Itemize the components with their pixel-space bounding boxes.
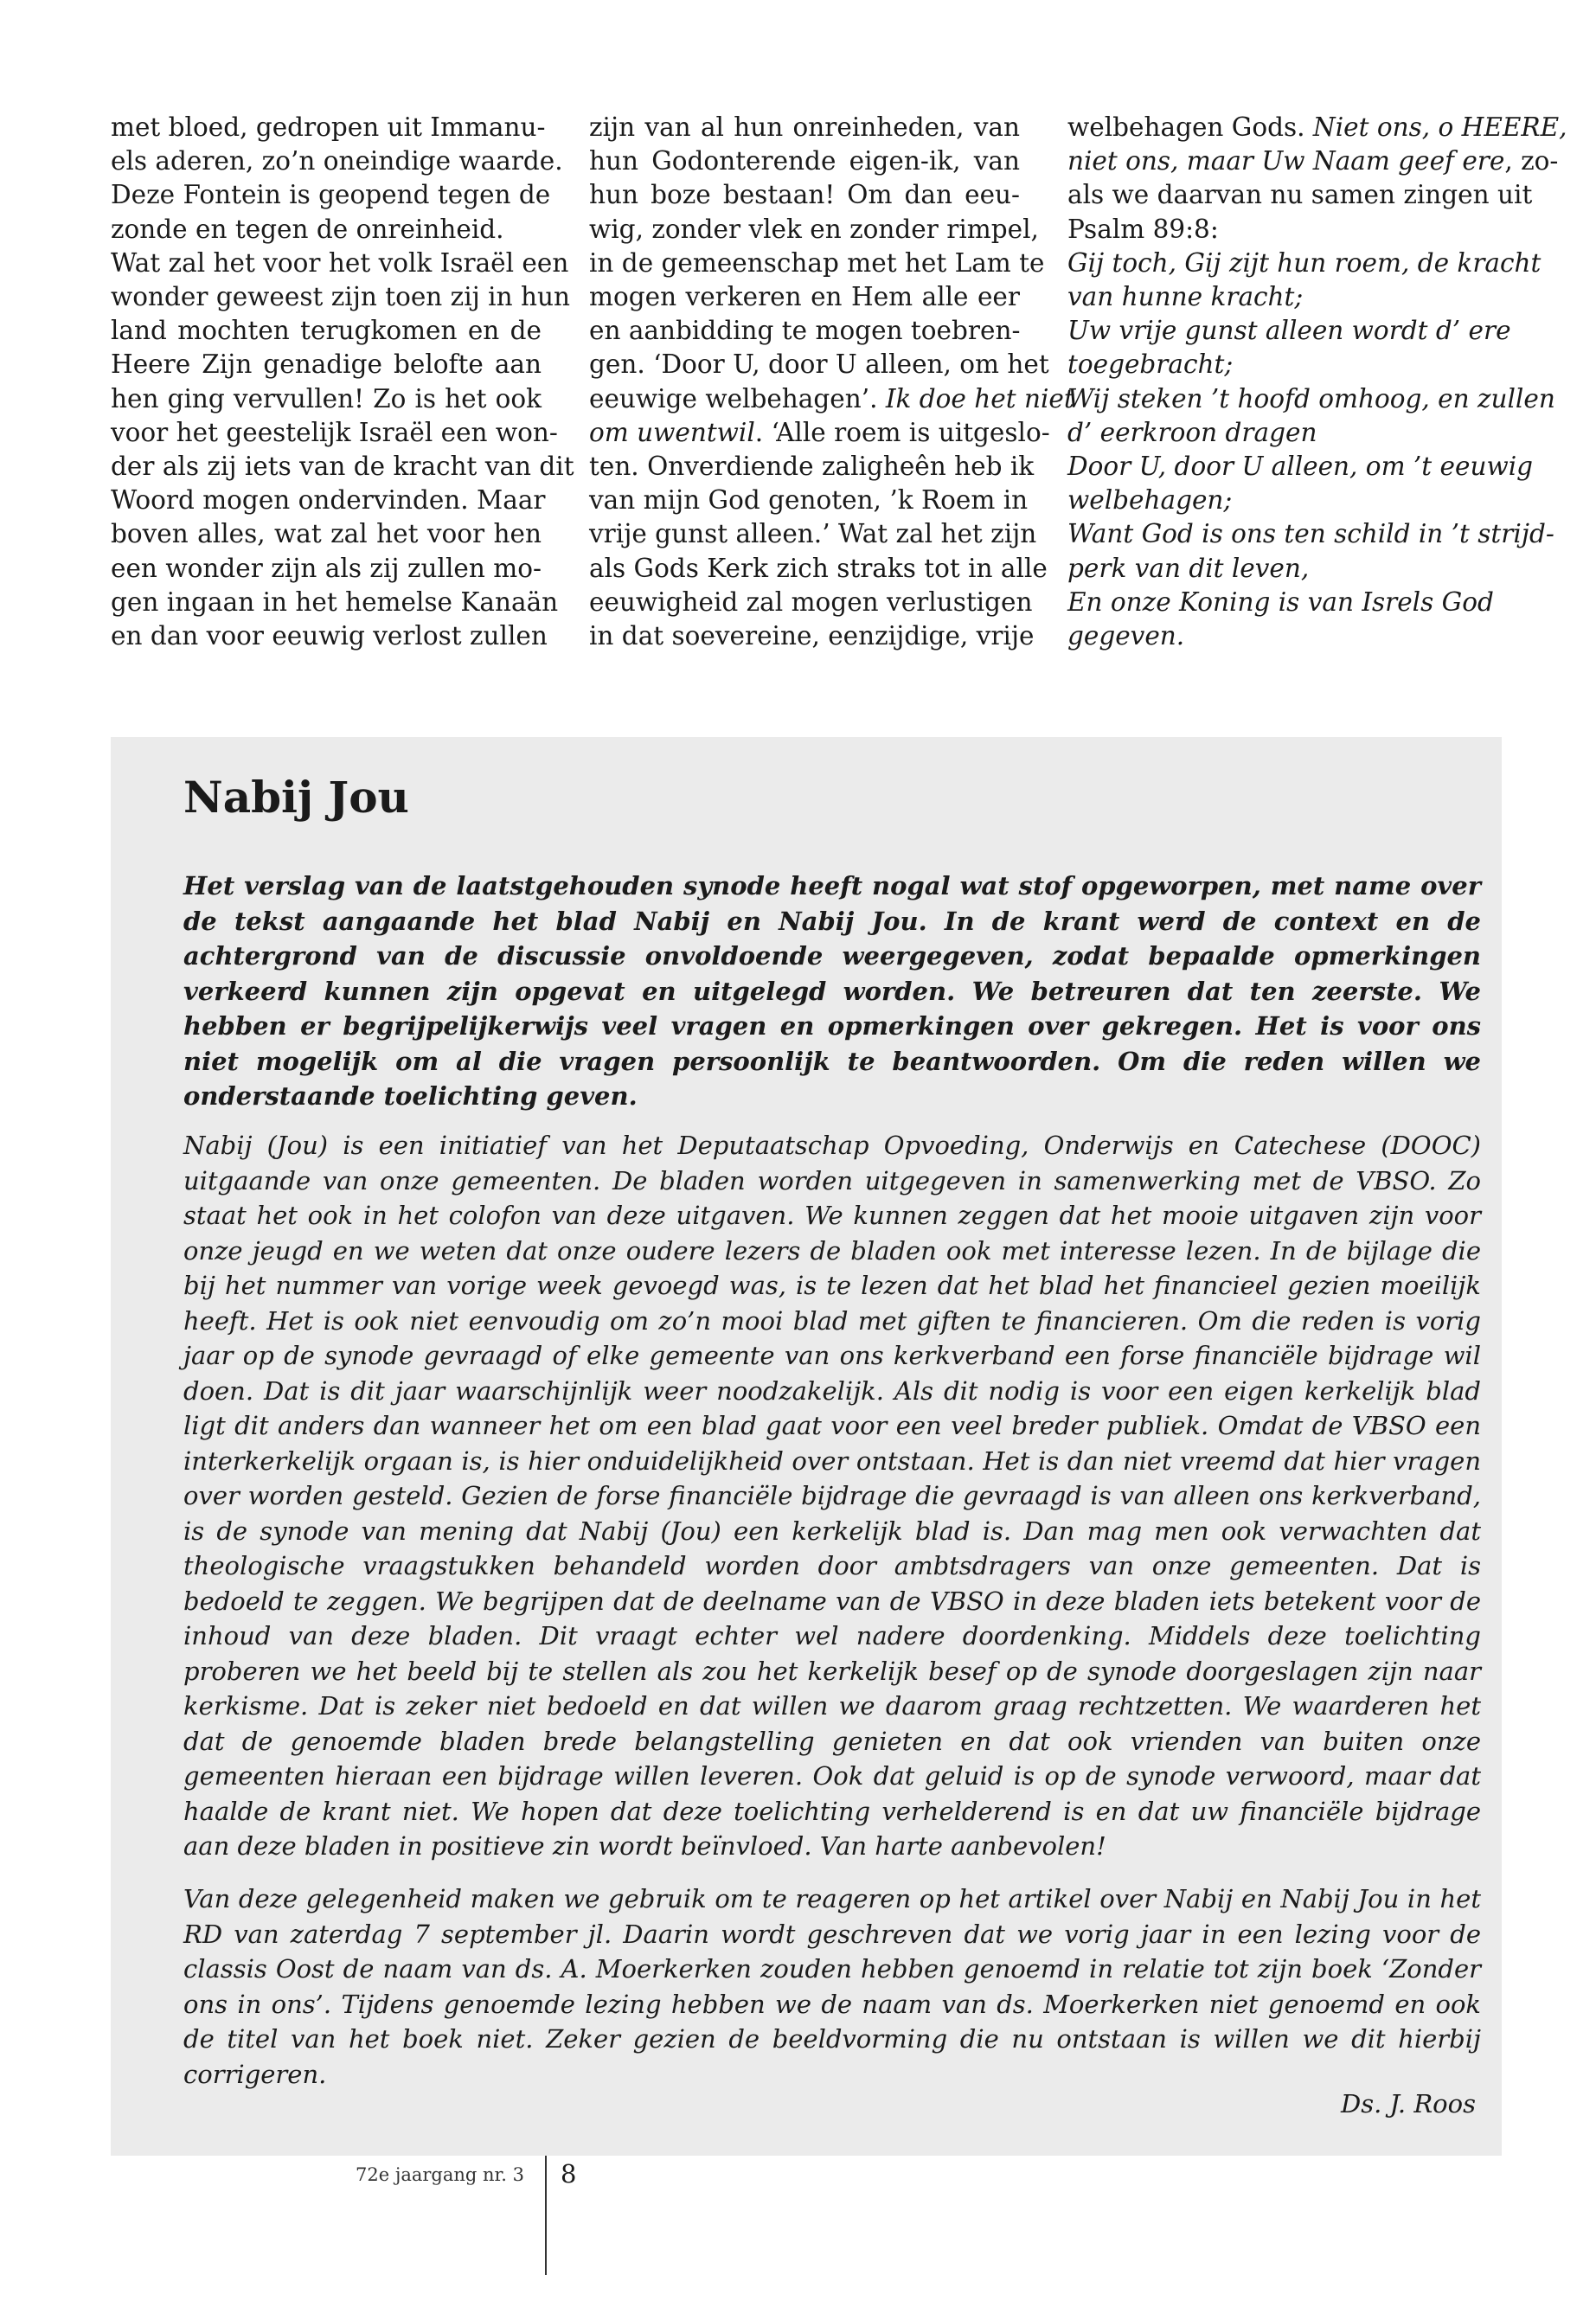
text-line [589, 382, 1074, 416]
notice-intro: Het verslag van de laatstgehouden synode heeft nogal wat stof opgeworpen, met name over de tekst aangaande het blad Nabij en Nabij Jou. In de krant werd de context en de achtergrond van de discussie onvoldoende weergegeven, zodat bepaalde opmerkingen verkeerd kunnen zijn opgevat en uitgelegd worden. We betreuren dat ten zeerste. We hebben er begrijpelijkerwijs veel vragen en opmerkingen over gekregen. Het is voor ons niet mogelijk om al die vragen persoonlijk te beantwoorden. Om die reden willen we onderstaande toelichting geven. [183, 871, 1481, 1111]
text-line: en dan voor eeuwig verlost zullen [111, 621, 548, 651]
text-line: Deze Fontein is geopend tegen de [111, 180, 551, 210]
verse-line: perk van dit leven, [1067, 553, 1310, 583]
text-line: en aanbidding te mogen toebren- [589, 316, 1021, 346]
text-line [1067, 144, 1559, 178]
text-run: , zo- [1504, 146, 1559, 176]
notice-paragraph: Van deze gelegenheid maken we gebruik om te reageren op het artikel over Nabij en Nabij Jou in het RD van zaterdag 7 september jl. Daarin wordt geschreven dat we vorig jaar in een lezing voor de classis Oost de naam van ds. A. Moerkerken zouden hebben genoemd in relatie tot zijn boek ‘Zonder ons in ons’. Tijdens genoemde lezing hebben we de naam van ds. Moerkerken niet genoemd en ook de titel van het boek niet. Zeker gezien de beeldvorming die nu ontstaan is willen we dit hierbij corrigeren. [183, 1884, 1481, 2089]
notice-box [111, 737, 1502, 2156]
verse-line: gegeven. [1067, 621, 1185, 651]
verse-line: Uw vrije gunst alleen wordt d’ ere [1067, 316, 1511, 346]
text-line [1067, 111, 1567, 144]
verse-line: toegebracht; [1067, 349, 1234, 380]
notice-paragraph: Nabij (Jou) is een initiatief van het Deputaatschap Opvoeding, Onderwijs en Catechese (DOOC) uitgaande van onze gemeenten. De bladen worden uitgegeven in samenwerking met de VBSO. Zo staat het ook in het colofon van deze uitgaven. We kunnen zeggen dat het mooie uitgaven zijn voor onze jeugd en we weten dat onze oudere lezers de bladen ook met interesse lezen. In de bijlage die bij het nummer van vorige week gevoegd was, is te lezen dat het blad het financieel gezien moeilijk heeft. Het is ook niet eenvoudig om zo’n mooi blad met giften te financieren. Om die reden is vorig jaar op de synode gevraagd of elke gemeente van ons kerkverband een forse financiële bijdrage wil doen. Dat is dit jaar waarschijnlijk weer noodzakelijk. Als dit nodig is voor een eigen kerkelijk blad ligt dit anders dan wanneer het om een blad gaat voor een veel breder publiek. Omdat de VBSO een interkerkelijk orgaan is, is hier onduidelijkheid over ontstaan. Het is dan niet vreemd dat hier vragen over worden gesteld. Gezien de forse financiële bijdrage die gevraagd is van alleen ons kerkverband, is de synode van mening dat Nabij (Jou) een kerkelijk blad is. Dan mag men ook verwachten dat theologische vraagstukken behandeld worden door ambtsdragers van onze gemeenten. Dat is bedoeld te zeggen. We begrijpen dat de deelname van de VBSO in deze bladen iets betekent voor de inhoud van deze bladen. Dit vraagt echter wel nadere doordenking. Middels deze toelichting proberen we het beeld bij te stellen als zou het kerkelijk besef op de synode doorgeslagen zijn naar kerkisme. Dat is zeker niet bedoeld en dat willen we daarom graag rechtzetten. We waarderen het dat de genoemde bladen brede belangstelling genieten en dat ook vrienden van buiten onze gemeenten hieraan een bijdrage willen leveren. Ook dat geluid is op de synode verwoord, maar dat haalde de krant niet. We hopen dat deze toelichting verhelderend is en dat uw financiële bijdrage aan deze bladen in positieve zin wordt beïnvloed. Van harte aanbevolen! [183, 1131, 1481, 1861]
text-line: voor het geestelijk Israël een won- [111, 417, 558, 447]
notice-signature: Ds. J. Roos [1340, 2089, 1476, 2118]
text-line: boven alles, wat zal het voor hen [111, 519, 542, 549]
text-line: zonde en tegen de onreinheid. [111, 214, 504, 244]
text-line: in dat soevereine, eenzijdige, vrije [589, 621, 1035, 651]
text-line: als Gods Kerk zich straks tot in alle [589, 553, 1048, 583]
text-line: ten. Onverdiende zaligheên heb ik [589, 452, 1035, 482]
verse-line: van hunne kracht; [1067, 282, 1304, 312]
footer-divider [545, 2156, 547, 2275]
text-line: hun boze bestaan! Om dan eeu- [589, 180, 1020, 210]
text-line: wig, zonder vlek en zonder rimpel, [589, 214, 1039, 244]
text-line: een wonder zijn als zij zullen mo- [111, 553, 542, 583]
text-line: gen ingaan in het hemelse Kanaän [111, 586, 559, 617]
text-line: zijn van al hun onreinheden, van [589, 112, 1020, 142]
verse-line: d’ eerkroon dragen [1067, 417, 1317, 447]
italic-run: Niet ons, o HEERE, [1312, 112, 1567, 142]
column-1 [111, 111, 574, 653]
verse-line: Wij steken ’t hoofd omhoog, en zullen [1067, 383, 1555, 413]
verse-line: welbehagen; [1067, 485, 1233, 516]
text-line: der als zij iets van de kracht van dit [111, 452, 574, 482]
text-run: eeuwige welbehagen’. [589, 383, 886, 413]
italic-run: Ik doe het niet [885, 383, 1074, 413]
verse-line: Want God is ons ten schild in ’t strijd- [1067, 519, 1554, 549]
text-run: . ‘Alle roem is uitgeslo- [754, 417, 1050, 447]
italic-run: niet ons, maar Uw Naam geef ere [1067, 146, 1505, 176]
column-2 [589, 111, 1074, 653]
text-line: gen. ‘Door U, door U alleen, om het [589, 349, 1049, 380]
issue-label: 72e jaargang nr. 3 [356, 2164, 524, 2185]
text-line: wonder geweest zijn toen zij in hun [111, 282, 570, 312]
text-line [589, 416, 1050, 450]
text-run: welbehagen Gods. [1067, 112, 1313, 142]
text-line: Woord mogen ondervinden. Maar [111, 485, 546, 516]
verse-line: En onze Koning is van Isrels God [1067, 586, 1494, 617]
verse-line: Gij toch, Gij zijt hun roem, de kracht [1067, 247, 1542, 278]
page-number: 8 [561, 2159, 577, 2189]
text-line: Heere Zijn genadige belofte aan [111, 349, 542, 380]
text-line: eeuwigheid zal mogen verlustigen [589, 586, 1033, 617]
text-line: van mijn God genoten, ’k Roem in [589, 485, 1029, 516]
text-line: mogen verkeren en Hem alle eer [589, 282, 1020, 312]
text-line: in de gemeenschap met het Lam te [589, 247, 1045, 278]
text-line: Wat zal het voor het volk Israël een [111, 247, 569, 278]
column-3 [1067, 111, 1567, 653]
text-line: met bloed, gedropen uit Immanu- [111, 112, 546, 142]
notice-title: Nabij Jou [183, 772, 409, 823]
text-line: els aderen, zo’n oneindige waarde. [111, 146, 563, 176]
text-line: hen ging vervullen! Zo is het ook [111, 383, 542, 413]
verse-line: Door U, door U alleen, om ’t eeuwig [1067, 452, 1534, 482]
text-line: land mochten terugkomen en de [111, 316, 542, 346]
italic-run: om uwentwil [589, 417, 755, 447]
text-line: hun Godonterende eigen-ik, van [589, 146, 1020, 176]
text-line: Psalm 89:8: [1067, 214, 1219, 244]
text-line: vrije gunst alleen.’ Wat zal het zijn [589, 519, 1037, 549]
text-line: als we daarvan nu samen zingen uit [1067, 180, 1533, 210]
